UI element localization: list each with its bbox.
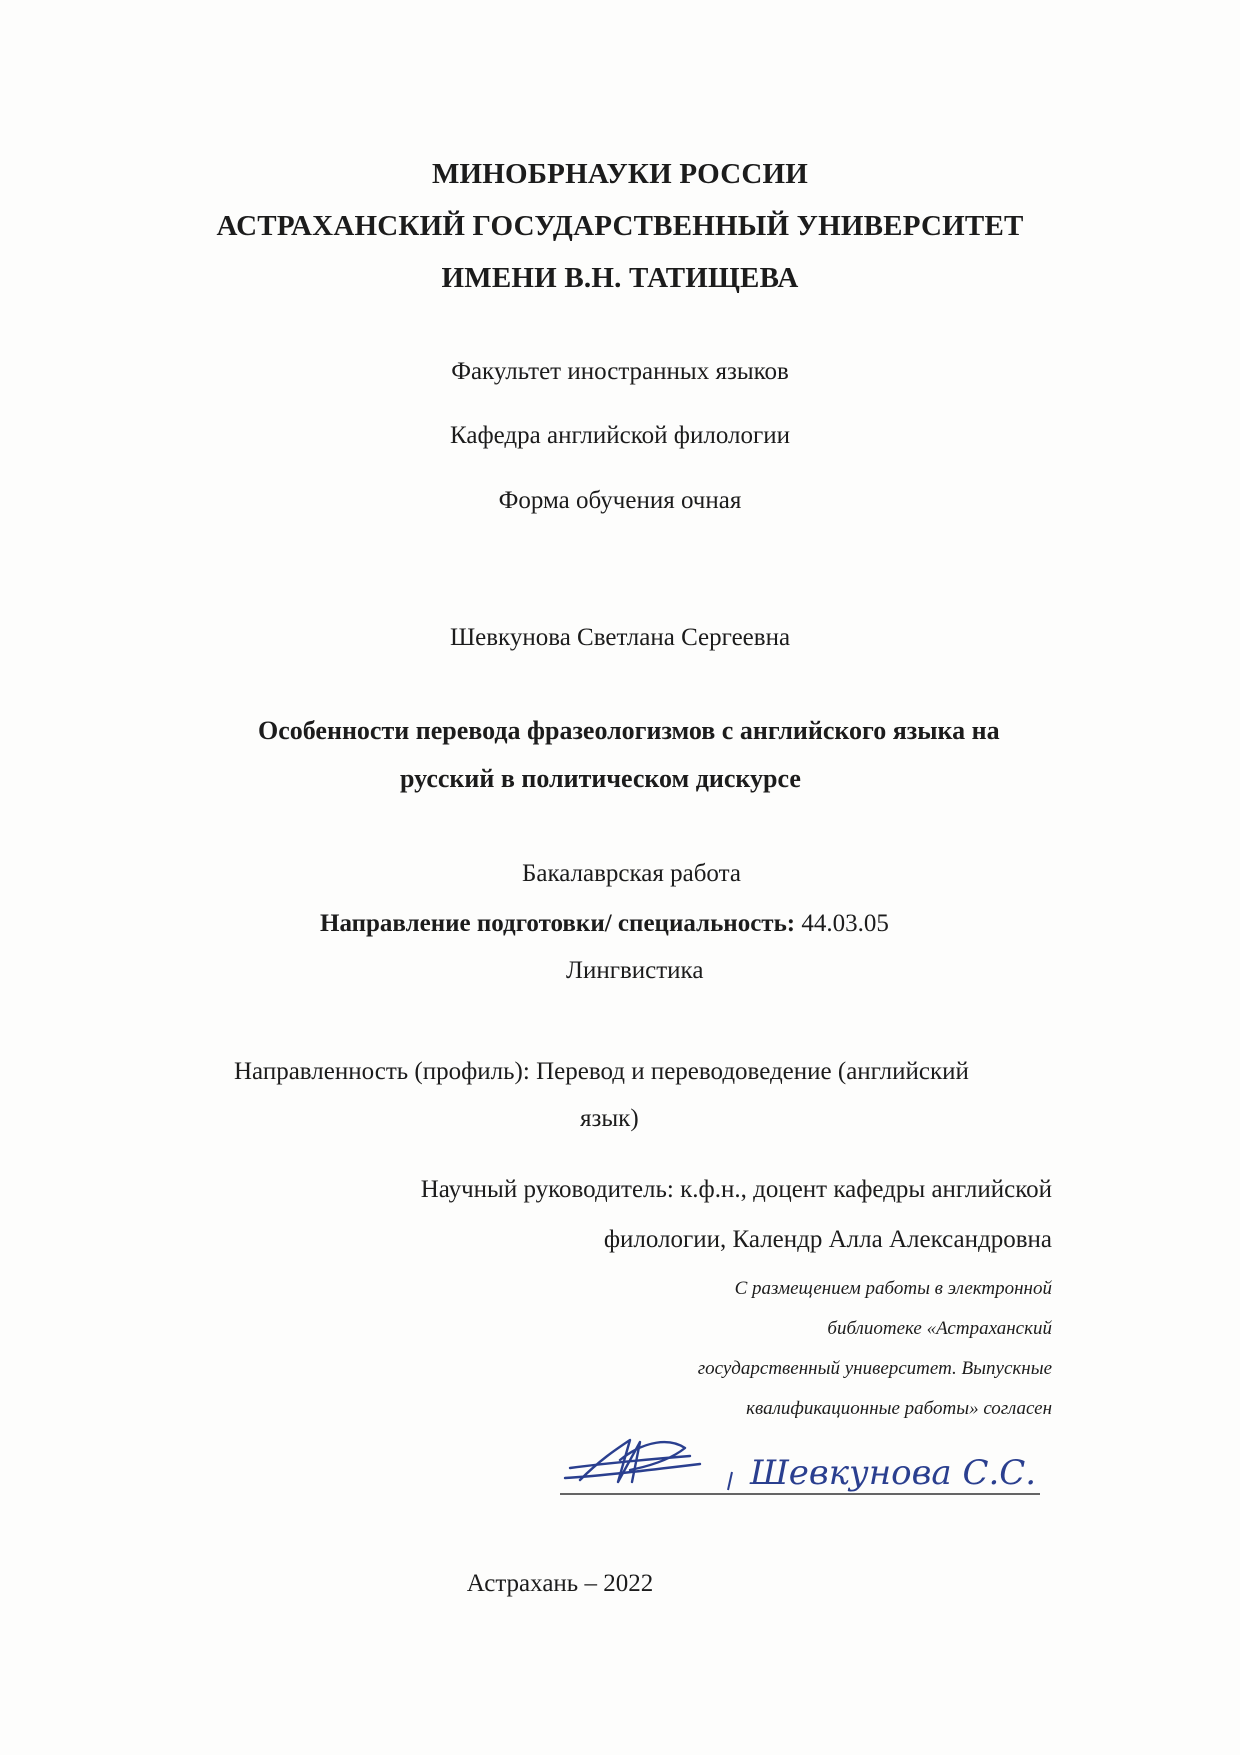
footer-city-year: Астрахань – 2022 [466, 1570, 654, 1597]
university-name-line1: АСТРАХАНСКИЙ ГОСУДАРСТВЕННЫЙ УНИВЕРСИТЕТ [216, 210, 1024, 242]
signature [560, 1420, 1060, 1520]
direction-line [320, 910, 889, 938]
signature-scribble-icon [565, 1440, 700, 1482]
thesis-title-line1: Особенности перевода фразеологизмов с английского языка на [258, 716, 1000, 745]
faculty-name: Факультет иностранных языков [451, 358, 789, 385]
direction-label: Направление подготовки/ специальность: [320, 910, 796, 937]
university-name-line2: ИМЕНИ В.Н. ТАТИЩЕВА [441, 262, 799, 294]
consent-line3: государственный университет. Выпускные [697, 1358, 1052, 1379]
signature-handwritten-name: Шевкунова С.С. [750, 1453, 1037, 1493]
ministry-heading: МИНОБРНАУКИ РОССИИ [431, 158, 809, 190]
thesis-title-line2: русский в политическом дискурсе [400, 764, 801, 793]
profile-line2: язык) [580, 1105, 639, 1132]
direction-name: Лингвистика [566, 957, 704, 984]
consent-line2: библиотеке «Астраханский [827, 1318, 1052, 1339]
profile-line1: Направленность (профиль): Перевод и переводоведение (английский [234, 1058, 969, 1085]
author-name: Шевкунова Светлана Сергеевна [449, 624, 791, 651]
supervisor-line2: филологии, Календр Алла Александровна [603, 1226, 1052, 1253]
supervisor-line1: Научный руководитель: к.ф.н., доцент кафедры английской [420, 1176, 1052, 1203]
department-name: Кафедра английской филологии [450, 422, 790, 449]
direction-code: 44.03.05 [801, 910, 889, 937]
work-type: Бакалаврская работа [522, 860, 741, 887]
signature-separator-icon [728, 1472, 732, 1490]
consent-line4: квалификационные работы» согласен [746, 1398, 1052, 1419]
consent-line1: С размещением работы в электронной [734, 1278, 1052, 1299]
study-form: Форма обучения очная [498, 487, 742, 514]
